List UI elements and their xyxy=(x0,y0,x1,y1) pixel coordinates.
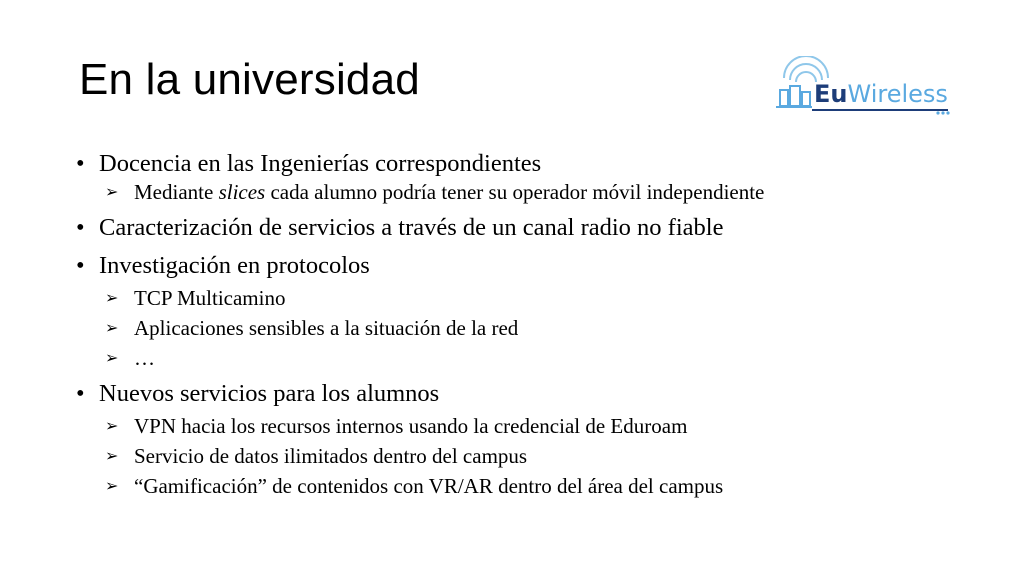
euwireless-logo xyxy=(770,56,960,118)
arrow-bullet-icon: ➢ xyxy=(105,446,119,465)
bullet-item xyxy=(76,214,976,242)
sub-bullet-item xyxy=(76,179,976,205)
bullet-item xyxy=(76,150,976,178)
arrow-bullet-icon: ➢ xyxy=(105,416,119,435)
sub-bullet-item xyxy=(76,443,976,469)
bullet-item xyxy=(76,252,976,280)
bullet-list xyxy=(76,150,976,499)
sub-bullet-item xyxy=(76,413,976,439)
sub-bullet-item xyxy=(76,315,976,341)
sub-bullet-text: “Gamificación” de contenidos con VR/AR dentro del área del campus xyxy=(134,474,724,498)
bullet-text: Nuevos servicios para los alumnos xyxy=(99,380,440,407)
sub-bullet-item xyxy=(76,345,976,371)
sub-bullet-text-pre: Mediante xyxy=(134,180,219,204)
bullet-dot-icon: • xyxy=(76,252,85,279)
bullet-item xyxy=(76,380,976,408)
bullet-dot-icon: • xyxy=(76,150,85,177)
arrow-bullet-icon: ➢ xyxy=(105,182,119,201)
arrow-bullet-icon: ➢ xyxy=(105,318,119,337)
sub-bullet-item xyxy=(76,473,976,499)
arrow-bullet-icon: ➢ xyxy=(105,476,119,495)
sub-bullet-item xyxy=(76,285,976,311)
bullet-text: Caracterización de servicios a través de un canal radio no fiable xyxy=(99,214,724,241)
sub-bullet-text-italic: slices xyxy=(218,180,266,204)
sub-bullet-text-post: cada alumno podría tener su operador móvil independiente xyxy=(265,180,765,204)
bullet-text: Docencia en las Ingenierías correspondientes xyxy=(99,150,542,177)
logo-text-eu: Eu xyxy=(814,80,848,108)
bullet-text: Investigación en protocolos xyxy=(99,252,370,279)
sub-bullet-text: VPN hacia los recursos internos usando la credencial de Eduroam xyxy=(134,414,688,438)
logo-text-wireless: Wireless xyxy=(847,80,948,108)
sub-bullet-text: Servicio de datos ilimitados dentro del campus xyxy=(134,444,528,468)
arrow-bullet-icon: ➢ xyxy=(105,288,119,307)
arrow-bullet-icon: ➢ xyxy=(105,348,119,367)
slide-title: En la universidad xyxy=(79,55,420,104)
logo-wordmark xyxy=(814,82,948,106)
sub-bullet-text: … xyxy=(134,346,155,370)
bullet-dot-icon: • xyxy=(76,214,85,241)
bullet-dot-icon: • xyxy=(76,380,85,407)
sub-bullet-text: TCP Multicamino xyxy=(134,286,286,310)
sub-bullet-text: Aplicaciones sensibles a la situación de la red xyxy=(134,316,519,340)
